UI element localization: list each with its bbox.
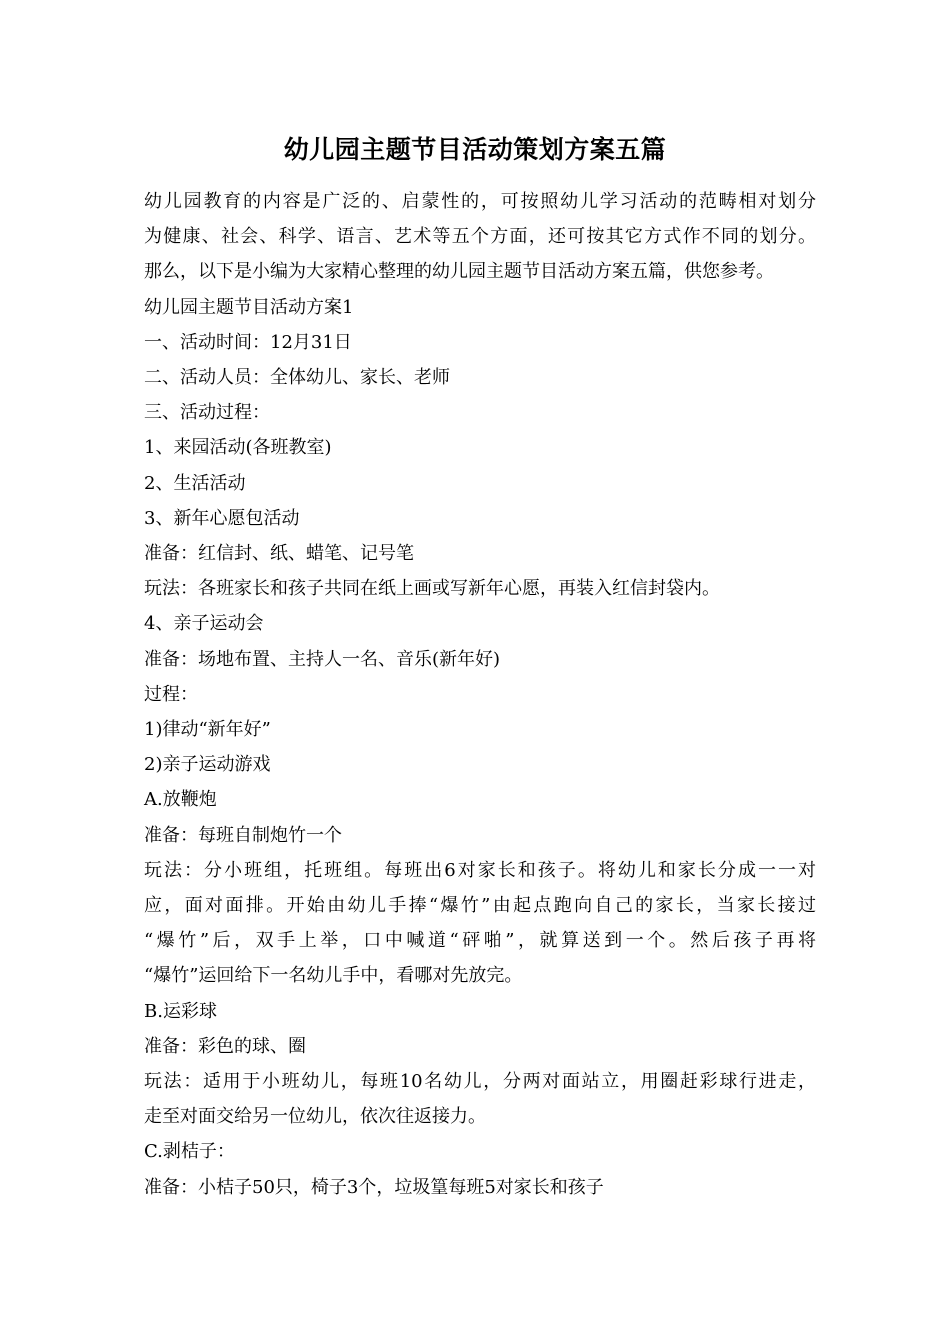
text-line: 1、来园活动(各班教室): [144, 437, 332, 459]
paragraph-line: 玩法：分小班组，托班组。每班出6对家长和孩子。将幼儿和家长分成一一对: [144, 859, 816, 881]
text-line: 3、新年心愿包活动: [144, 507, 300, 529]
document-body: [144, 184, 816, 1205]
text-line: 2、生活活动: [144, 472, 246, 494]
paragraph-line: 走至对面交给另一位幼儿，依次往返接力。: [144, 1106, 486, 1128]
text-line: 准备：场地布置、主持人一名、音乐(新年好): [144, 648, 501, 670]
text-line: 准备：小桔子50只，椅子3个，垃圾篁每班5对家长和孩子: [144, 1176, 604, 1198]
text-line: 2)亲子运动游戏: [144, 754, 271, 776]
intro-line: 那么，以下是小编为大家精心整理的幼儿园主题节目活动方案五篇，供您参考。: [144, 261, 774, 283]
text-line: B.运彩球: [144, 1000, 217, 1022]
text-line: 玩法：各班家长和孩子共同在纸上画或写新年心愿，再装入红信封袋内。: [144, 578, 720, 600]
paragraph-line: 玩法：适用于小班幼儿，每班10名幼儿，分两对面站立，用圈赶彩球行进走，: [144, 1071, 816, 1093]
text-line: 二、活动人员：全体幼儿、家长、老师: [144, 367, 450, 389]
paragraph-line: “爆竹”后，双手上举，口中喊道“砰啪”，就算送到一个。然后孩子再将: [144, 930, 816, 952]
text-line: 一、活动时间：12月31日: [144, 331, 352, 353]
text-line: 过程：: [144, 683, 198, 705]
text-line: 4、亲子运动会: [144, 613, 264, 635]
section-heading: 幼儿园主题节目活动方案1: [144, 296, 354, 318]
intro-line: 为健康、社会、科学、语言、艺术等五个方面，还可按其它方式作不同的划分。: [144, 226, 816, 248]
intro-line: 幼儿园教育的内容是广泛的、启蒙性的，可按照幼儿学习活动的范畴相对划分: [144, 191, 816, 212]
document-title: 幼儿园主题节目活动策划方案五篇: [283, 135, 667, 164]
text-line: C.剥桔子：: [144, 1141, 235, 1163]
text-line: 三、活动过程：: [144, 402, 270, 424]
paragraph-line: 应，面对面排。开始由幼儿手捧“爆竹”由起点跑向自己的家长，当家长接过: [144, 895, 816, 917]
text-line: 准备：每班自制炮竹一个: [144, 824, 342, 846]
paragraph-line: “爆竹”运回给下一名幼儿手中，看哪对先放完。: [144, 965, 523, 987]
text-line: 准备：红信封、纸、蜡笔、记号笔: [144, 543, 414, 565]
text-line: 1)律动“新年好”: [144, 719, 271, 741]
text-line: A.放鞭炮: [144, 789, 217, 811]
text-line: 准备：彩色的球、圈: [144, 1035, 306, 1057]
